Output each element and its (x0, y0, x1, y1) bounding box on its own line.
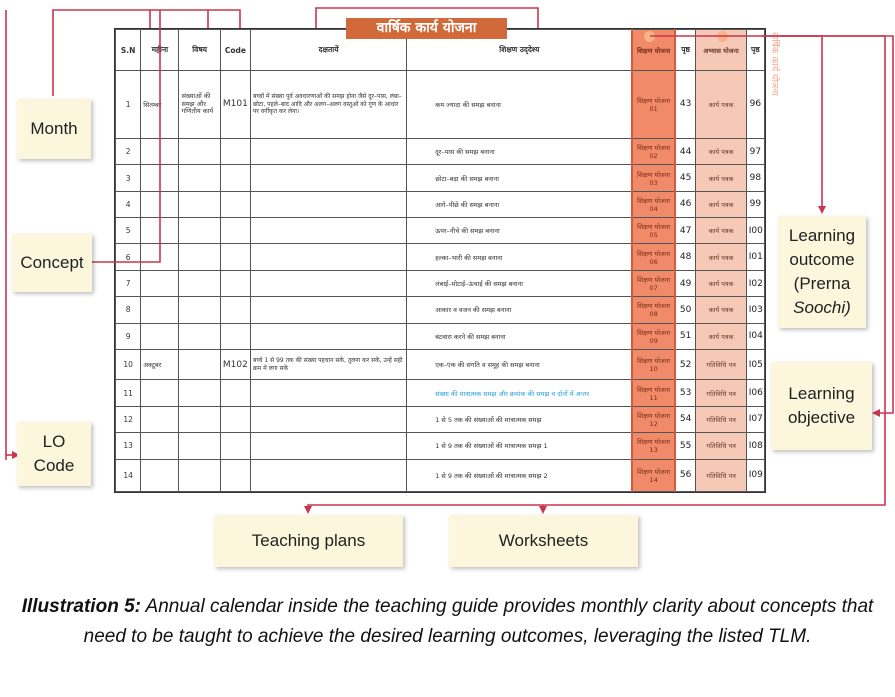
cell-lo: 98 (746, 165, 764, 191)
header-objective: शिक्षण उद्‌देश्य (407, 30, 633, 71)
cell-teaching-plan: शिक्षण योजना 01 (632, 71, 674, 139)
label-learning-outcome-line3: (Prerna (793, 274, 851, 293)
cell-lo: I07 (746, 406, 764, 432)
arrow-month (53, 10, 240, 96)
cell-objective: छोटा–बड़ा की समझ बनाना (407, 165, 633, 191)
header-subject: विषय (179, 30, 220, 71)
cell-page: 53 (675, 380, 696, 406)
cell-objective: आगे–पीछे की समझ बनाना (407, 191, 633, 217)
cell-worksheet: कार्य पत्रक (696, 218, 746, 244)
caption (0, 592, 895, 652)
cell-objective: 1 से 5 तक की संख्याओं की मात्रात्मक समझ (407, 406, 633, 432)
cell-teaching-plan: शिक्षण योजना 03 (632, 165, 674, 191)
cell-page: 48 (675, 244, 696, 270)
cell-page: 54 (675, 406, 696, 432)
cell-sn: 12 (116, 406, 141, 432)
label-concept-text: Concept (20, 253, 84, 272)
caption-text: Annual calendar inside the teaching guide provides monthly clarity about concepts that need to be taught to achieve the desired learning outcomes, leveraging the listed TLM. (83, 596, 874, 647)
cell-teaching-plan: शिक्षण योजना 12 (632, 406, 674, 432)
cell-sn: 5 (116, 218, 141, 244)
cell-teaching-plan: शिक्षण योजना 11 (632, 380, 674, 406)
cell-lo: 97 (746, 138, 764, 164)
cell-lo: I04 (746, 323, 764, 349)
label-lo-code-line2: Code (33, 456, 75, 475)
cell-sn: 11 (116, 380, 141, 406)
cell-worksheet: कार्य पत्रक (696, 191, 746, 217)
label-learning-objective (771, 362, 872, 450)
cell-lo: I02 (746, 270, 764, 296)
cell-sn: 8 (116, 297, 141, 323)
label-learning-outcome (778, 216, 866, 328)
label-concept (12, 234, 92, 292)
cell-objective: एक–एक की संगति व समूह की समझ बनाना (407, 349, 633, 379)
label-teaching-plans-text: Teaching plans (251, 531, 366, 550)
cell-sn: 10 (116, 349, 141, 379)
cell-teaching-plan: शिक्षण योजना 02 (632, 138, 674, 164)
cell-teaching-plan: शिक्षण योजना 06 (632, 244, 674, 270)
arrow-learning-outcome (762, 36, 822, 212)
cell-teaching-plan: शिक्षण योजना 05 (632, 218, 674, 244)
header-concept: दक्षतायें (251, 30, 407, 71)
label-learning-outcome-line2: outcome (789, 250, 855, 269)
cell-worksheet: कार्य पत्रक (696, 71, 746, 139)
header-month: महीना (141, 30, 179, 71)
label-learning-objective-line2: objective (787, 408, 856, 427)
label-learning-outcome-line4: Soochi) (793, 298, 851, 317)
cell-lo: I05 (746, 349, 764, 379)
cell-lo: I01 (746, 244, 764, 270)
cell-worksheet: कार्य पत्रक (696, 244, 746, 270)
cell-worksheet: गतिविधि पत्र (696, 459, 746, 492)
cell-objective: ऊपर–नीचे की समझ बनाना (407, 218, 633, 244)
header-page2: पृष्ठ (746, 30, 764, 71)
cell-worksheet: कार्य पत्रक (696, 323, 746, 349)
header-page: पृष्ठ (675, 30, 696, 71)
cell-objective: आकार व वजन की समझ बनाना (407, 297, 633, 323)
side-label: वार्षिक कार्य योजना (769, 32, 779, 96)
header-code: Code (220, 30, 250, 71)
arrow-concept (92, 10, 160, 262)
cell-page: 52 (675, 349, 696, 379)
cell-page: 50 (675, 297, 696, 323)
header-worksheet: अभ्यास योजना (696, 30, 746, 71)
caption-bold: Illustration 5: (21, 596, 141, 617)
cell-objective: 1 से 9 तक की संख्याओं की मात्रात्मक समझ 1 (407, 433, 633, 459)
cell-teaching-plan: शिक्षण योजना 08 (632, 297, 674, 323)
cell-concept: बच्चों में संख्या पूर्व अवधारणाओं की समझ होना जैसे दूर–पास, लंबा–छोटा, पहले–बाद आदि और अलग–अलग वस्तुओं को गुण के आधार पर वर्गीकृत कर लेना। (251, 71, 407, 139)
cell-lo: I08 (746, 433, 764, 459)
cell-lo: 96 (746, 71, 764, 139)
cell-objective: बंटवारा करने की समझ बनाना (407, 323, 633, 349)
cell-teaching-plan: शिक्षण योजना 04 (632, 191, 674, 217)
cell-worksheet: गतिविधि पत्र (696, 349, 746, 379)
cell-objective: दूर–पास की समझ बनाना (407, 138, 633, 164)
cell-page: 55 (675, 433, 696, 459)
cell-page: 47 (675, 218, 696, 244)
cell-page: 44 (675, 138, 696, 164)
label-teaching-plans (214, 515, 403, 567)
cell-worksheet: गतिविधि पत्र (696, 380, 746, 406)
cell-month: अक्टूबर (141, 349, 179, 379)
cell-code: M102 (220, 349, 250, 379)
label-worksheets (449, 515, 638, 567)
cell-objective: लंबाई–मोटाई–ऊंचाई की समझ बनाना (407, 270, 633, 296)
cell-sn: 2 (116, 138, 141, 164)
cell-teaching-plan: शिक्षण योजना 09 (632, 323, 674, 349)
cell-page: 49 (675, 270, 696, 296)
cell-page: 56 (675, 459, 696, 492)
bracket-concept (316, 8, 538, 28)
cell-page: 46 (675, 191, 696, 217)
cell-lo: I00 (746, 218, 764, 244)
header-teaching-plan: शिक्षण योजना (632, 30, 674, 71)
cell-worksheet: कार्य पत्रक (696, 138, 746, 164)
cell-lo: 99 (746, 191, 764, 217)
label-learning-objective-line1: Learning (788, 384, 855, 403)
cell-objective: संख्या की मात्रात्मक समझ और क्रमांक की समझ व दोनों में अन्तर (407, 380, 633, 406)
label-lo-code-line1: LO (42, 432, 66, 451)
cell-subject: संख्याओं की समझ और गणितीय कार्य (179, 71, 220, 139)
cell-month: सितम्बर (141, 71, 179, 139)
cell-sn: 7 (116, 270, 141, 296)
label-worksheets-text: Worksheets (498, 531, 589, 550)
cell-worksheet: कार्य पत्रक (696, 270, 746, 296)
label-month (17, 99, 91, 159)
cell-sn: 4 (116, 191, 141, 217)
cell-worksheet: कार्य पत्रक (696, 165, 746, 191)
cell-teaching-plan: शिक्षण योजना 13 (632, 433, 674, 459)
cell-page: 51 (675, 323, 696, 349)
cell-sn: 6 (116, 244, 141, 270)
cell-objective: कम ज्यादा की समझ बनाना (407, 71, 633, 139)
cell-teaching-plan: शिक्षण योजना 14 (632, 459, 674, 492)
cell-teaching-plan: शिक्षण योजना 07 (632, 270, 674, 296)
cell-code: M101 (220, 71, 250, 139)
cell-worksheet: गतिविधि पत्र (696, 433, 746, 459)
cell-objective: 1 से 9 तक की संख्याओं की मात्रात्मक समझ 2 (407, 459, 633, 492)
cell-page: 45 (675, 165, 696, 191)
header-sn: S.N (116, 30, 141, 71)
label-learning-outcome-line1: Learning (788, 226, 856, 245)
cell-page: 43 (675, 71, 696, 139)
cell-objective: हल्का–भारी की समझ बनाना (407, 244, 633, 270)
cell-concept: बच्चे 1 से 99 तक की संख्या पहचान सकें, तुलना कर सकें, उन्हें सही क्रम में लगा सकें (251, 349, 407, 379)
cell-worksheet: गतिविधि पत्र (696, 406, 746, 432)
cell-lo: I03 (746, 297, 764, 323)
cell-teaching-plan: शिक्षण योजना 10 (632, 349, 674, 379)
cell-lo: I06 (746, 380, 764, 406)
cell-worksheet: कार्य पत्रक (696, 297, 746, 323)
cell-sn: 3 (116, 165, 141, 191)
label-lo-code (17, 422, 91, 486)
cell-sn: 14 (116, 459, 141, 492)
cell-sn: 1 (116, 71, 141, 139)
cell-sn: 9 (116, 323, 141, 349)
cell-lo: I09 (746, 459, 764, 492)
cell-sn: 13 (116, 433, 141, 459)
label-month-text: Month (30, 119, 78, 138)
plan-title: वार्षिक कार्य योजना (346, 18, 507, 39)
